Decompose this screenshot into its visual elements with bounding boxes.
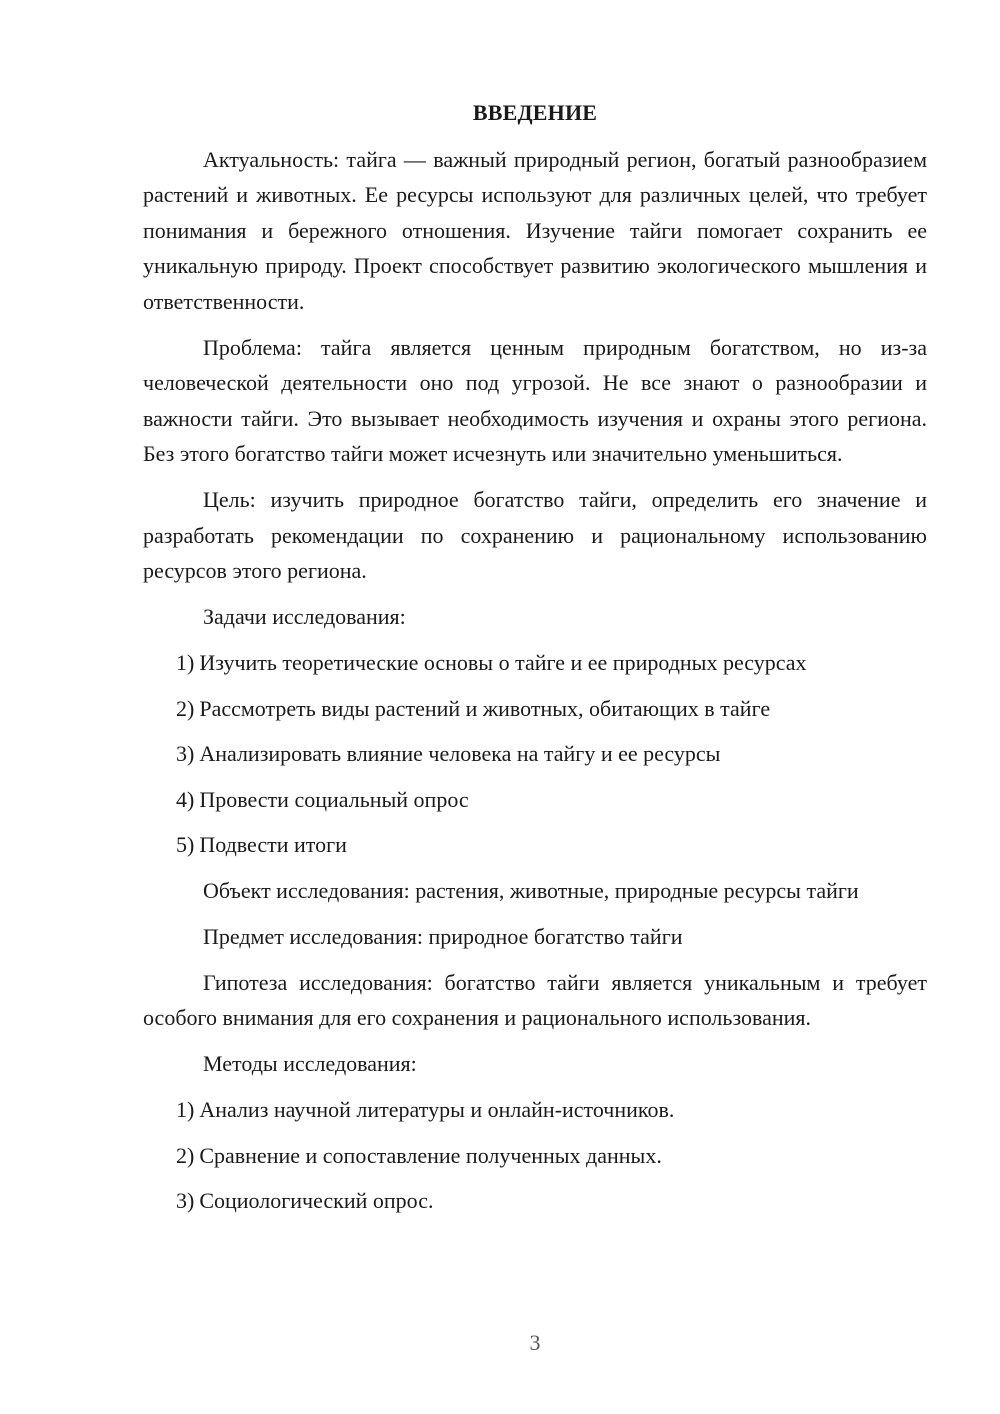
list-item-number: 5) [176, 832, 195, 857]
methods-list [143, 1092, 927, 1219]
page-title: ВВЕДЕНИЕ [472, 100, 598, 125]
list-item [143, 1138, 927, 1174]
list-item [143, 691, 927, 727]
list-item [143, 736, 927, 772]
list-item-number: 3) [176, 741, 195, 766]
list-item [143, 1183, 927, 1219]
list-item-text: Анализировать влияние человека на тайгу и ее ресурсы [199, 741, 721, 766]
list-item-number: 1) [176, 650, 195, 675]
page-number: 3 [529, 1330, 541, 1355]
list-item-text: Подвести итоги [199, 832, 347, 857]
list-item-number: 1) [176, 1097, 195, 1122]
list-item-text: Рассмотреть виды растений и животных, обитающих в тайге [199, 695, 771, 721]
list-item-number: 4) [176, 786, 195, 812]
list-item-text: Изучить теоретические основы о тайге и ее природных ресурсах [199, 650, 807, 675]
list-item [143, 1092, 927, 1128]
tasks-list [143, 645, 927, 863]
problem-paragraph: Проблема: тайга является ценным природным богатством, но из-за человеческой деятельности оно под угрозой. Не все знают о разнообразии и важности тайги. Это вызывает необходимость изучения и охраны этого региона. Без этого богатство тайги может исчезнуть или значительно уменьшиться. [143, 334, 927, 466]
list-item-number: 2) [176, 695, 195, 721]
list-item-text: Социологический опрос. [199, 1188, 434, 1213]
list-item [143, 782, 927, 818]
object-paragraph: Объект исследования: растения, животные, природные ресурсы тайги [203, 877, 859, 903]
methods-heading: Методы исследования: [203, 1051, 417, 1076]
goal-paragraph: Цель: изучить природное богатство тайги, определить его значение и разработать рекомендации по сохранению и рациональному использованию ресурсов этого региона. [143, 487, 927, 583]
list-item-text: Сравнение и сопоставление полученных данных. [199, 1142, 662, 1168]
list-item-text: Провести социальный опрос [199, 786, 469, 812]
list-item-number: 2) [176, 1142, 195, 1168]
list-item [143, 827, 927, 863]
relevance-paragraph: Актуальность: тайга — важный природный регион, богатый разнообразием растений и животных. Ее ресурсы используют для различных целей, что требует понимания и бережного отношения. Изучение тайги помогает сохранить ее уникальную природу. Проект способствует развитию экологического мышления и ответственности. [143, 146, 927, 314]
tasks-heading: Задачи исследования: [203, 604, 406, 629]
list-item [143, 645, 927, 681]
page-content [143, 95, 927, 1229]
hypothesis-paragraph: Гипотеза исследования: богатство тайги является уникальным и требует особого внимания для его сохранения и рационального использования. [143, 969, 927, 1030]
list-item-number: 3) [176, 1188, 195, 1213]
list-item-text: Анализ научной литературы и онлайн-источников. [199, 1097, 675, 1122]
subject-paragraph: Предмет исследования: природное богатство тайги [203, 923, 683, 949]
